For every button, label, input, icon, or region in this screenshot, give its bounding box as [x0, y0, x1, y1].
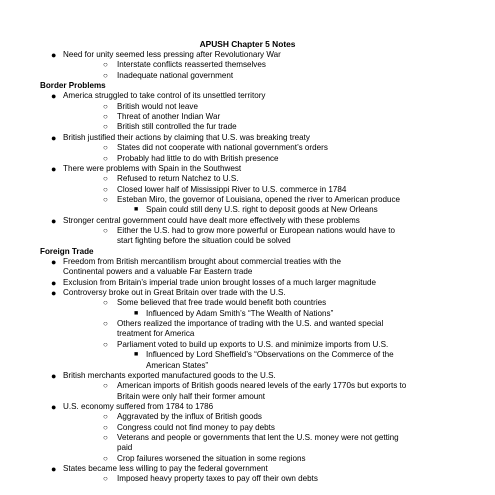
line-text: Freedom from British mercantilism brought about commercial treaties with the — [63, 257, 341, 266]
outline-item-level-2 — [103, 143, 328, 153]
bullet-marker: ● — [51, 91, 57, 102]
line-text: America struggled to take control of its unsettled territory — [63, 91, 266, 101]
outline-item-level-2 — [103, 381, 407, 391]
outline-item-level-2 — [103, 153, 279, 164]
bullet-marker: ○ — [103, 153, 108, 163]
bullet-marker: ● — [51, 288, 57, 299]
line-text: Parliament voted to build up exports to U.S. and minimize imports from U.S. — [117, 339, 389, 349]
bullet-marker: ○ — [103, 70, 108, 80]
outline-item-level-3 — [134, 350, 394, 360]
bullet-marker: ○ — [103, 298, 108, 308]
outline-item-level-2 — [103, 453, 306, 464]
outline-item-level-1 — [51, 50, 281, 60]
line-text: British still controlled the fur trade — [117, 122, 237, 132]
bullet-marker: ● — [51, 163, 57, 174]
line-text: Aggravated by the influx of British goods — [117, 412, 262, 422]
outline-item-level-2 — [103, 319, 384, 329]
bullet-marker: ■ — [134, 206, 139, 214]
line-text: Esteban Miro, the governor of Louisiana, opened the river to American produce — [117, 194, 401, 204]
section-heading — [40, 81, 106, 91]
outline-item-level-1 — [51, 132, 310, 143]
line-text: U.S. economy suffered from 1784 to 1786 — [63, 401, 214, 411]
line-text: Border Problems — [40, 81, 106, 91]
bullet-marker: ● — [51, 401, 57, 412]
document-title: APUSH Chapter 5 Notes — [199, 39, 296, 49]
line-text: treatment for America — [117, 329, 195, 339]
line-text: There were problems with Spain in the Southwest — [63, 163, 242, 173]
outline-item-level-2 — [103, 122, 237, 132]
bullet-marker: ○ — [103, 60, 108, 70]
outline-item-level-2 — [103, 422, 275, 433]
bullet-marker: ■ — [134, 309, 139, 317]
outline-line-continuation — [146, 361, 208, 371]
outline-item-level-2 — [103, 225, 396, 236]
outline-item-level-3 — [134, 308, 334, 319]
bullet-marker: ● — [51, 50, 57, 60]
line-text: American States” — [146, 360, 209, 370]
outline-item-level-1 — [51, 464, 268, 474]
line-text: British merchants exported manufactured goods to the U.S. — [63, 370, 276, 380]
bullet-marker: ● — [51, 277, 57, 288]
outline-item-level-2 — [103, 60, 266, 70]
line-text: Refused to return Natchez to U.S. — [117, 174, 239, 184]
bullet-marker: ● — [51, 257, 57, 267]
bullet-marker: ○ — [103, 453, 108, 463]
line-text: Closed lower half of Mississippi River to U.S. commerce in 1784 — [117, 184, 347, 194]
line-text: American imports of British goods neared levels of the early 1770s but exports to — [117, 381, 407, 391]
bullet-marker: ○ — [103, 412, 108, 422]
outline-item-level-2 — [103, 432, 399, 443]
outline-item-level-2 — [103, 339, 389, 350]
line-text: British would not leave — [117, 101, 198, 111]
outline-item-level-2 — [103, 194, 401, 205]
line-text: Need for unity seemed less pressing after Revolutionary War — [63, 50, 281, 59]
outline-line-continuation — [117, 329, 194, 339]
outline-line-continuation — [63, 267, 252, 277]
bullet-marker: ● — [51, 215, 57, 226]
bullet-marker: ○ — [103, 474, 108, 484]
line-text: Influenced by Lord Sheffield’s “Observations on the Commerce of the — [146, 350, 394, 360]
bullet-marker: ○ — [103, 101, 108, 111]
line-text: Congress could not find money to pay debts — [117, 422, 275, 432]
bullet-marker: ● — [51, 370, 57, 381]
bullet-marker: ○ — [103, 184, 108, 194]
bullet-marker: ○ — [103, 194, 108, 204]
outline-item-level-1 — [51, 288, 286, 299]
bullet-marker: ○ — [103, 432, 108, 442]
line-text: Continental powers and a valuable Far Eastern trade — [63, 267, 253, 277]
outline-item-level-2 — [103, 174, 239, 184]
outline-item-level-2 — [103, 112, 221, 122]
line-text: Some believed that free trade would benefit both countries — [117, 298, 327, 308]
outline-item-level-2 — [103, 101, 198, 112]
outline-item-level-3 — [134, 205, 378, 215]
outline-item-level-1 — [51, 370, 276, 381]
outline-item-level-2 — [103, 412, 262, 422]
bullet-marker: ○ — [103, 174, 108, 184]
line-text: Exclusion from Britain’s imperial trade union brought losses of a much larger magnitude — [63, 277, 376, 287]
line-text: Controversy broke out in Great Britain over trade with the U.S. — [63, 288, 286, 298]
line-text: Influenced by Adam Smith’s “The Wealth of Nations” — [146, 308, 334, 318]
outline-item-level-1 — [51, 91, 266, 102]
line-text: Either the U.S. had to grow more powerful or European nations would have to — [117, 225, 396, 235]
line-text: British justified their actions by claiming that U.S. was breaking treaty — [63, 132, 310, 142]
outline-line-continuation — [117, 392, 265, 402]
bullet-marker: ○ — [103, 122, 108, 132]
outline-item-level-1 — [51, 215, 360, 226]
line-text: Probably had little to do with British presence — [117, 153, 279, 163]
line-text: Britain were only half their former amount — [117, 391, 265, 401]
line-text: Stronger central government could have dealt more effectively with these problems — [63, 215, 360, 225]
outline-item-level-1 — [51, 401, 214, 412]
line-text: paid — [117, 443, 133, 453]
outline-item-level-2 — [103, 298, 327, 308]
line-text: Crop failures worsened the situation in some regions — [117, 453, 306, 463]
outline-line-continuation — [117, 443, 132, 453]
line-text: States became less willing to pay the federal government — [63, 464, 268, 473]
line-text: Threat of another Indian War — [117, 112, 221, 122]
outline-item-level-1 — [51, 277, 376, 288]
bullet-marker: ○ — [103, 422, 108, 432]
bullet-marker: ○ — [103, 143, 108, 153]
bullet-marker: ○ — [103, 339, 108, 349]
line-text: Imposed heavy property taxes to pay off their own debts — [117, 474, 318, 484]
bullet-marker: ○ — [103, 319, 108, 329]
bullet-marker: ● — [51, 132, 57, 143]
outline-item-level-2 — [103, 184, 347, 195]
section-heading — [40, 247, 94, 257]
line-text: Foreign Trade — [40, 246, 94, 256]
bullet-marker: ○ — [103, 225, 108, 235]
bullet-marker: ● — [51, 464, 57, 474]
outline-item-level-2 — [103, 70, 234, 81]
outline-item-level-1 — [51, 257, 341, 267]
line-text: Interstate conflicts reasserted themselves — [117, 60, 266, 70]
outline-item-level-2 — [103, 474, 318, 484]
line-text: Inadequate national government — [117, 70, 234, 80]
line-text: States did not cooperate with national government’s orders — [117, 143, 328, 153]
bullet-marker: ■ — [134, 351, 139, 359]
bullet-marker: ○ — [103, 381, 108, 391]
outline-line-continuation — [117, 236, 291, 246]
bullet-marker: ○ — [103, 112, 108, 122]
line-text: Veterans and people or governments that lent the U.S. money were not getting — [117, 432, 399, 442]
outline-item-level-1 — [51, 163, 242, 174]
line-text: Spain could still deny U.S. right to deposit goods at New Orleans — [146, 205, 378, 215]
line-text: start fighting before the situation could be solved — [117, 236, 291, 246]
line-text: Others realized the importance of trading with the U.S. and wanted special — [117, 319, 384, 329]
